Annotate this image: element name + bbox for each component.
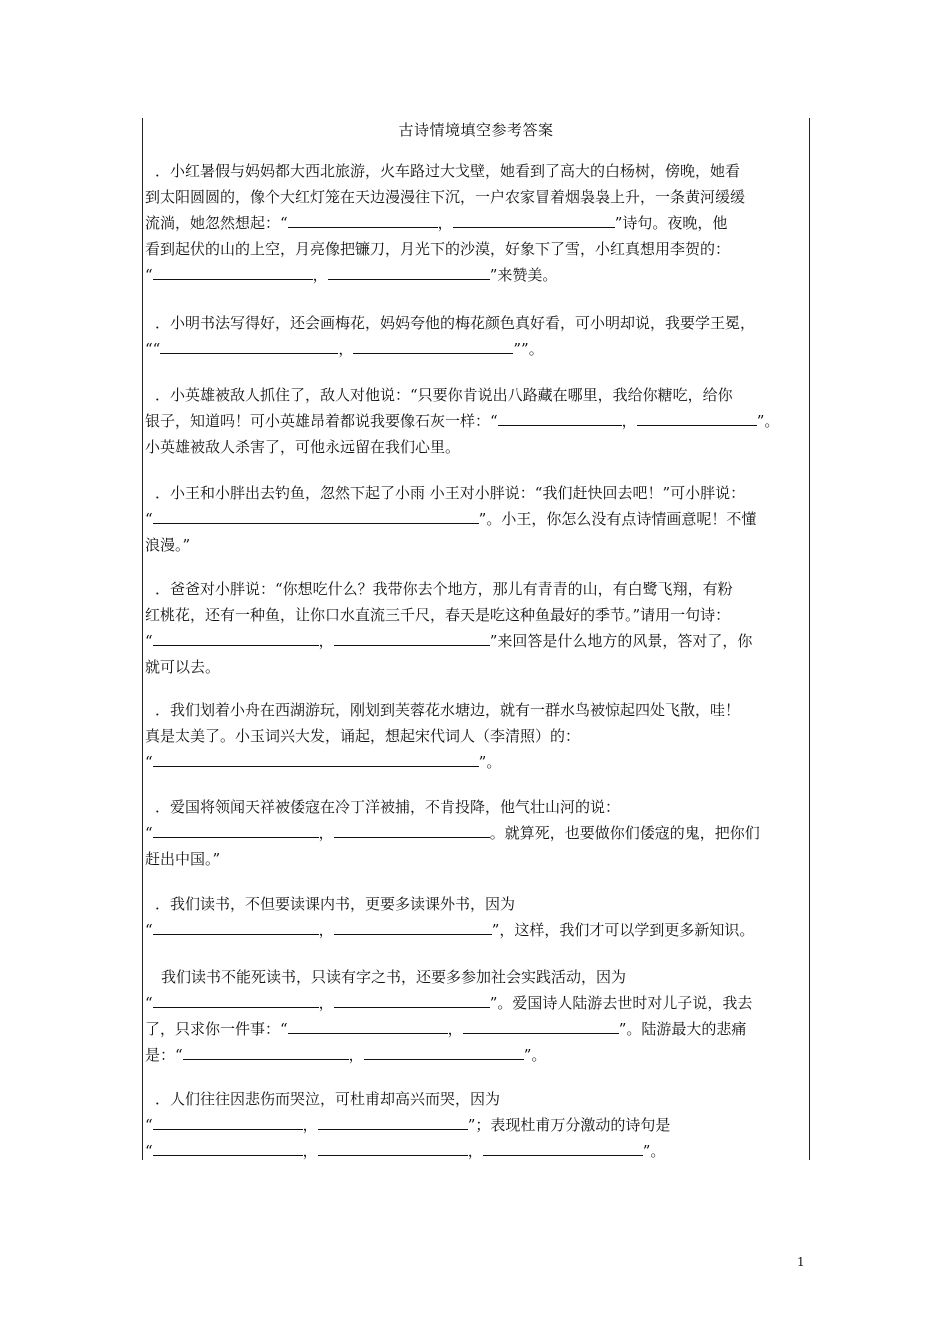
q1-text: ， (437, 214, 453, 232)
q9-line-4 (145, 1042, 809, 1068)
q10-text: ， (302, 1142, 318, 1160)
answer-blank[interactable] (288, 213, 438, 228)
q3-line-2 (145, 408, 809, 434)
q3-text: ”。 (756, 412, 780, 430)
answer-blank[interactable] (153, 1115, 303, 1130)
answer-blank[interactable] (183, 1045, 349, 1060)
q10-text: ”；表现杜甫万分激动的诗句是 (467, 1116, 671, 1134)
q1-text: “ (145, 266, 153, 284)
q2-text: ， (338, 340, 354, 358)
question-9 (145, 964, 809, 1068)
q9-text: ”。 (523, 1046, 547, 1064)
q10-line-2 (145, 1112, 809, 1138)
q1-text: 流淌，她忽然想起：“ (145, 214, 288, 232)
q1-line-1: ．小红暑假与妈妈都大西北旅游，火车路过大戈壁，她看到了高大的白杨树，傍晚，她看 (155, 162, 741, 180)
q10-text: “ (145, 1116, 153, 1134)
q8-text: ”，这样，我们才可以学到更多新知识。 (491, 921, 755, 939)
q7-line-2 (145, 820, 809, 846)
answer-blank[interactable] (153, 265, 313, 280)
answer-blank[interactable] (160, 339, 338, 354)
q10-text: ， (302, 1116, 318, 1134)
q5-line-2: 红桃花，还有一种鱼，让你口水直流三千尺，春天是吃这种鱼最好的季节。”请用一句诗： (145, 606, 731, 624)
question-2 (145, 310, 809, 362)
q5-line-1: ．爸爸对小胖说：“你想吃什么？我带你去个地方，那儿有青青的山，有白鹭飞翔，有粉 (155, 580, 733, 598)
right-margin-rule (809, 118, 810, 1160)
answer-blank[interactable] (318, 1115, 468, 1130)
q2-line-2 (145, 336, 809, 362)
q9-text: ， (318, 994, 334, 1012)
q4-text: “ (145, 510, 153, 528)
answer-blank[interactable] (498, 411, 622, 426)
q5-text: ， (318, 632, 334, 650)
q9-text: 是：“ (145, 1046, 183, 1064)
answer-blank[interactable] (328, 265, 490, 280)
answer-blank[interactable] (353, 339, 513, 354)
q6-line-1: ．我们划着小舟在西湖游玩，刚划到芙蓉花水塘边，就有一群水鸟被惊起四处飞散，哇！ (155, 701, 741, 719)
q1-text: ”来赞美。 (489, 266, 558, 284)
q7-text: “ (145, 824, 153, 842)
q8-text: “ (145, 921, 153, 939)
answer-blank[interactable] (364, 1045, 524, 1060)
q5-text: “ (145, 632, 153, 650)
question-8 (145, 891, 809, 943)
answer-blank[interactable] (334, 823, 490, 838)
answer-blank[interactable] (153, 823, 319, 838)
q10-text: “ (145, 1142, 153, 1160)
question-6 (145, 697, 809, 775)
q1-line-2: 到太阳圆圆的，像个大红灯笼在天边漫漫往下沉，一户农家冒着烟袅袅上升，一条黄河缓缓 (145, 188, 746, 206)
q5-text: ”来回答是什么地方的风景，答对了，你 (489, 632, 753, 650)
q8-line-2 (145, 917, 809, 943)
answer-blank[interactable] (153, 509, 479, 524)
q2-text: ””。 (513, 340, 544, 358)
answer-blank[interactable] (334, 920, 492, 935)
q4-text: ”。小王，你怎么没有点诗情画意呢！不懂 (478, 510, 757, 528)
q2-line-1: ．小明书法写得好，还会画梅花，妈妈夸他的梅花颜色真好看，可小明却说，我要学王冕， (155, 314, 756, 332)
q1-line-3 (145, 210, 809, 236)
q7-text: 。就算死，也要做你们倭寇的鬼，把你们 (489, 824, 760, 842)
answer-blank[interactable] (318, 1141, 468, 1156)
answer-blank[interactable] (153, 1141, 303, 1156)
question-4 (145, 480, 809, 558)
q1-text: ”诗句。夜晚，他 (614, 214, 728, 232)
question-1 (145, 158, 809, 288)
answer-blank[interactable] (153, 993, 319, 1008)
question-3 (145, 382, 809, 460)
q9-text: 了，只求你一件事：“ (145, 1020, 288, 1038)
q9-text: ”。陆游最大的悲痛 (618, 1020, 747, 1038)
q7-text: ， (318, 824, 334, 842)
q9-text: ， (447, 1020, 463, 1038)
q3-text: 银子，知道吗！可小英雄昂着都说我要像石灰一样：“ (145, 412, 498, 430)
q9-text: ”。爱国诗人陆游去世时对儿子说，我去 (489, 994, 753, 1012)
q4-line-3: 浪漫。” (145, 536, 191, 554)
q9-line-2 (145, 990, 809, 1016)
q4-line-1: ．小王和小胖出去钓鱼，忽然下起了小雨 小王对小胖说：“我们赶快回去吧！”可小胖说： (155, 484, 746, 502)
q9-text: ， (348, 1046, 364, 1064)
q1-line-4: 看到起伏的山的上空，月亮像把镰刀，月光下的沙漠，好象下了雪，小红真想用李贺的： (145, 240, 731, 258)
left-margin-rule (142, 118, 143, 1160)
q9-text: “ (145, 994, 153, 1012)
q6-line-2: 真是太美了。小玉词兴大发，诵起，想起宋代词人（李清照）的： (145, 727, 581, 745)
answer-blank[interactable] (463, 1019, 619, 1034)
q1-text: ， (312, 266, 328, 284)
q5-line-3 (145, 628, 809, 654)
q7-line-3: 赶出中国。” (145, 850, 221, 868)
q2-text: ““ (145, 340, 161, 358)
q8-line-1: ．我们读书，不但要读课内书，更要多读课外书，因为 (155, 895, 516, 913)
answer-blank[interactable] (453, 213, 615, 228)
q6-line-3 (145, 749, 809, 775)
answer-blank[interactable] (637, 411, 757, 426)
page-title: 古诗情境填空参考答案 (398, 121, 554, 139)
q1-line-5 (145, 262, 809, 288)
answer-blank[interactable] (153, 631, 319, 646)
q10-text: ”。 (642, 1142, 666, 1160)
q9-line-3 (145, 1016, 809, 1042)
q9-line-1: 我们读书不能死读书，只读有字之书，还要多参加社会实践活动，因为 (161, 968, 627, 986)
question-5 (145, 576, 809, 680)
q5-line-4: 就可以去。 (145, 658, 221, 676)
q6-text: “ (145, 753, 153, 771)
q4-line-2 (145, 506, 809, 532)
q8-text: ， (318, 921, 334, 939)
answer-blank[interactable] (334, 631, 490, 646)
answer-blank[interactable] (153, 920, 319, 935)
answer-blank[interactable] (153, 752, 479, 767)
q10-text: ， (467, 1142, 483, 1160)
q10-line-1: ．人们往往因悲伤而哭泣，可杜甫却高兴而哭，因为 (155, 1090, 501, 1108)
q6-text: ”。 (478, 753, 502, 771)
q10-line-3 (145, 1138, 809, 1164)
question-10 (145, 1086, 809, 1164)
page-number: 1 (797, 1255, 805, 1269)
answer-blank[interactable] (288, 1019, 448, 1034)
q3-text: ， (621, 412, 637, 430)
answer-blank[interactable] (334, 993, 490, 1008)
answer-blank[interactable] (483, 1141, 643, 1156)
q3-line-1: ．小英雄被敌人抓住了，敌人对他说：“只要你肯说出八路藏在哪里，我给你糖吃，给你 (155, 386, 733, 404)
q3-line-3: 小英雄被敌人杀害了，可他永远留在我们心里。 (145, 438, 461, 456)
question-7 (145, 794, 809, 872)
q7-line-1: ．爱国将领闻天祥被倭寇在冷丁洋被捕，不肯投降，他气壮山河的说： (155, 798, 621, 816)
